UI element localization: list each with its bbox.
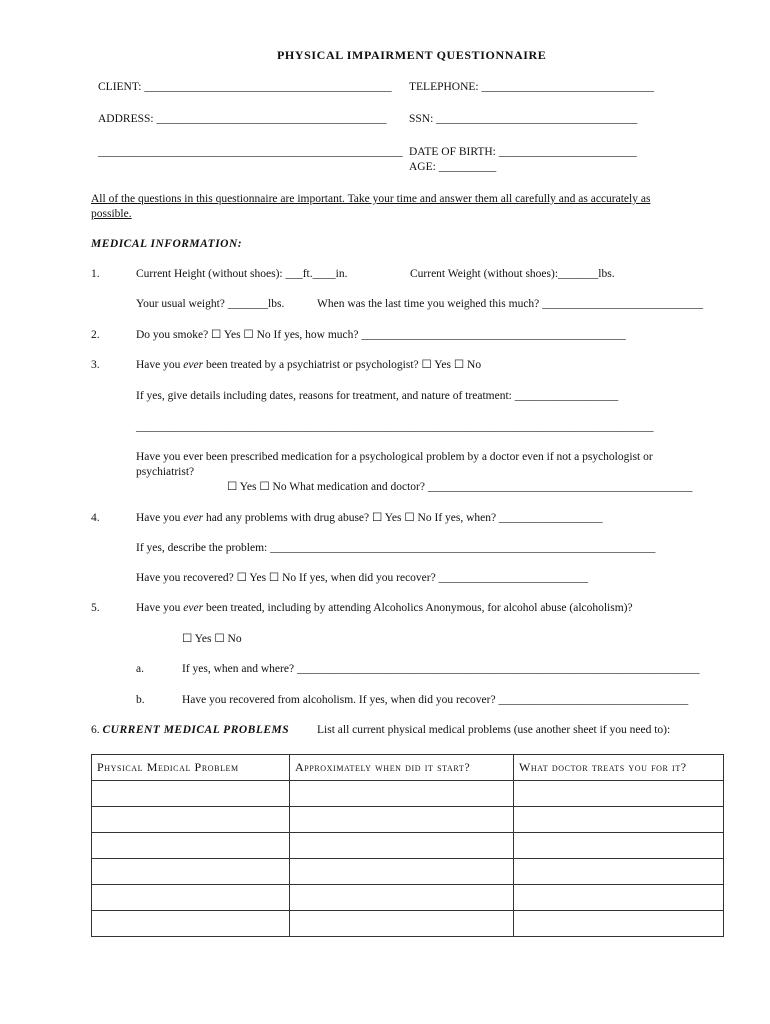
ssn-field[interactable]: SSN: ___________________________________ [409, 113, 638, 125]
dob-field[interactable]: DATE OF BIRTH: ________________________ [409, 146, 637, 158]
last-weighed-field[interactable]: When was the last time you weighed this much? ____________________________ [317, 298, 704, 310]
table-cell[interactable] [290, 885, 514, 911]
age-field[interactable]: AGE: __________ [409, 161, 497, 173]
weight-field[interactable]: Current Weight (without shoes):_______lbs. [410, 268, 615, 280]
table-cell[interactable] [290, 911, 514, 937]
intro-text: All of the questions in this questionnaire are important. Take your time and answer them all carefully and as accurately as [91, 193, 651, 205]
table-cell[interactable] [92, 885, 290, 911]
q3-number: 3. [91, 359, 100, 371]
alcohol-question: Have you ever been treated, including by attending Alcoholics Anonymous, for alcohol abuse (alcoholism)? [136, 602, 633, 614]
height-field[interactable]: Current Height (without shoes): ___ft.____in. [136, 268, 348, 280]
table-cell[interactable] [514, 885, 724, 911]
medical-problems-table [91, 754, 724, 937]
telephone-field[interactable]: TELEPHONE: ______________________________ [409, 81, 655, 93]
table-cell[interactable] [514, 911, 724, 937]
q6-instruction: List all current physical medical problems (use another sheet if you need to): [317, 724, 671, 736]
medication-answer[interactable]: ☐ Yes ☐ No What medication and doctor? ______________________________________________ [227, 481, 693, 493]
treatment-details-field[interactable]: If yes, give details including dates, reasons for treatment, and nature of treatment: __________________ [136, 390, 619, 402]
q5b-label: b. [136, 694, 145, 706]
table-row [92, 885, 724, 911]
table-header-row [92, 755, 724, 781]
address-line-2[interactable]: _____________________________________________________ [98, 146, 403, 158]
table-cell[interactable] [290, 807, 514, 833]
table-cell[interactable] [92, 807, 290, 833]
table-row [92, 781, 724, 807]
alcohol-yesno[interactable]: ☐ Yes ☐ No [182, 633, 242, 645]
address-field[interactable]: ADDRESS: ________________________________________ [98, 113, 387, 125]
drug-recovered-field[interactable]: Have you recovered? ☐ Yes ☐ No If yes, when did you recover? __________________________ [136, 572, 589, 584]
q1-number: 1. [91, 268, 100, 280]
table-cell[interactable] [92, 833, 290, 859]
page-title: PHYSICAL IMPAIRMENT QUESTIONNAIRE [277, 48, 547, 62]
psychiatrist-question[interactable]: Have you ever been treated by a psychiatrist or psychologist? ☐ Yes ☐ No [136, 359, 482, 371]
table-cell[interactable] [92, 781, 290, 807]
table-row [92, 911, 724, 937]
alcohol-recovered-field[interactable]: Have you recovered from alcoholism. If yes, when did you recover? _________________________________ [182, 694, 689, 706]
column-header: What doctor treats you for it? [514, 755, 724, 781]
q5-number: 5. [91, 602, 100, 614]
table-row [92, 807, 724, 833]
drug-problem-field[interactable]: If yes, describe the problem: ___________________________________________________________________ [136, 542, 656, 554]
smoke-question[interactable]: Do you smoke? ☐ Yes ☐ No If yes, how much? ______________________________________________ [136, 329, 626, 341]
medical-info-heading: MEDICAL INFORMATION: [91, 238, 243, 250]
drug-abuse-question[interactable]: Have you ever had any problems with drug abuse? ☐ Yes ☐ No If yes, when? __________________ [136, 512, 603, 524]
column-header: Approximately when did it start? [290, 755, 514, 781]
medication-question: Have you ever been prescribed medication for a psychological problem by a doctor even if not a psychologist or [136, 451, 653, 463]
usual-weight-field[interactable]: Your usual weight? _______lbs. [136, 298, 285, 310]
table-cell[interactable] [290, 833, 514, 859]
table-cell[interactable] [514, 781, 724, 807]
column-header: Physical Medical Problem [92, 755, 290, 781]
table-cell[interactable] [290, 859, 514, 885]
table-cell[interactable] [514, 833, 724, 859]
table-cell[interactable] [92, 859, 290, 885]
alcohol-when-where-field[interactable]: If yes, when and where? ______________________________________________________________________ [182, 663, 700, 675]
table-row [92, 833, 724, 859]
table-cell[interactable] [514, 807, 724, 833]
table-cell[interactable] [290, 781, 514, 807]
q4-number: 4. [91, 512, 100, 524]
table-row [92, 859, 724, 885]
intro-text-2: possible. [91, 208, 132, 220]
table-cell[interactable] [92, 911, 290, 937]
q2-number: 2. [91, 329, 100, 341]
table-cell[interactable] [514, 859, 724, 885]
q6-heading: 6. CURRENT MEDICAL PROBLEMS [91, 724, 290, 736]
q5a-label: a. [136, 663, 144, 675]
client-field[interactable]: CLIENT: ___________________________________________ [98, 81, 392, 93]
treatment-details-line[interactable]: __________________________________________________________________________________________ [136, 421, 654, 433]
medication-question-2: psychiatrist? [136, 466, 195, 478]
